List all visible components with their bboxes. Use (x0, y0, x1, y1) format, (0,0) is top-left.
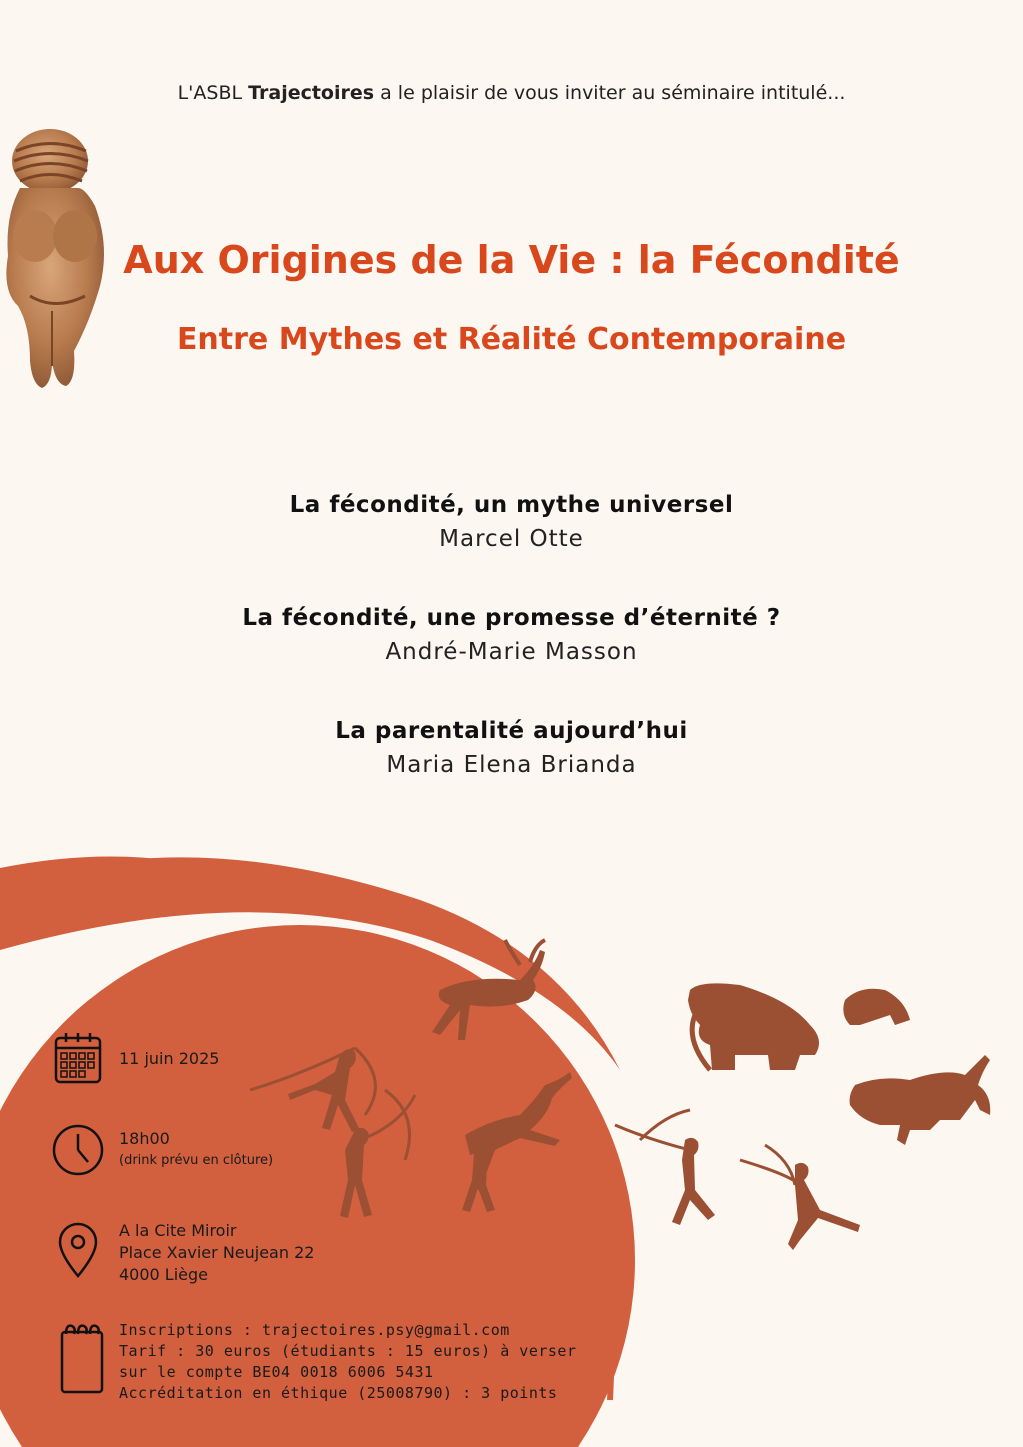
registration-accreditation: Accréditation en éthique (25008790) : 3 points (119, 1384, 558, 1402)
talk-title: La fécondité, un mythe universel (289, 492, 734, 518)
seminar-subtitle: Entre Mythes et Réalité Contemporaine (176, 322, 847, 357)
talk-speaker: Marcel Otte (439, 526, 584, 552)
notepad-icon (50, 1320, 106, 1396)
venue-name: A la Cite Miroir (119, 1221, 237, 1240)
invite-prefix: L'ASBL (177, 82, 243, 104)
location-pin-icon (50, 1220, 106, 1280)
event-time: 18h00 (119, 1129, 170, 1148)
seminar-title: Aux Origines de la Vie : la Fécondité (123, 238, 900, 282)
invite-org: Trajectoires (248, 82, 375, 104)
invite-line (0, 82, 1023, 104)
talk-speaker: Maria Elena Brianda (386, 752, 637, 778)
talk-item (0, 714, 1023, 827)
bison-figure (843, 989, 910, 1025)
event-time-note: (drink prévu en clôture) (119, 1153, 274, 1168)
mammoth-figure (688, 983, 819, 1070)
registration-email: Inscriptions : trajectoires.psy@gmail.com (119, 1321, 510, 1339)
registration-price: Tarif : 30 euros (étudiants : 15 euros) à verser (119, 1342, 577, 1360)
talks-list (0, 488, 1023, 827)
calendar-icon (50, 1030, 106, 1086)
archer-figure (788, 1163, 860, 1250)
venue-street: Place Xavier Neujean 22 (119, 1243, 315, 1262)
clock-icon (50, 1122, 106, 1178)
event-date: 11 juin 2025 (119, 1049, 220, 1068)
talk-item (0, 488, 1023, 601)
time-block (119, 1128, 273, 1172)
talk-title: La fécondité, une promesse d’éternité ? (242, 605, 781, 631)
talk-speaker: André-Marie Masson (385, 639, 638, 665)
bull-figure (850, 1055, 991, 1145)
talk-title: La parentalité aujourd’hui (335, 718, 688, 744)
venue-block (119, 1220, 314, 1286)
registration-account: sur le compte BE04 0018 6006 5431 (119, 1363, 434, 1381)
venue-city: 4000 Liège (119, 1265, 209, 1284)
invite-suffix: a le plaisir de vous inviter au séminaire intitulé... (380, 82, 846, 104)
talk-item (0, 601, 1023, 714)
registration-block (119, 1320, 576, 1404)
archer-figure (672, 1138, 715, 1225)
